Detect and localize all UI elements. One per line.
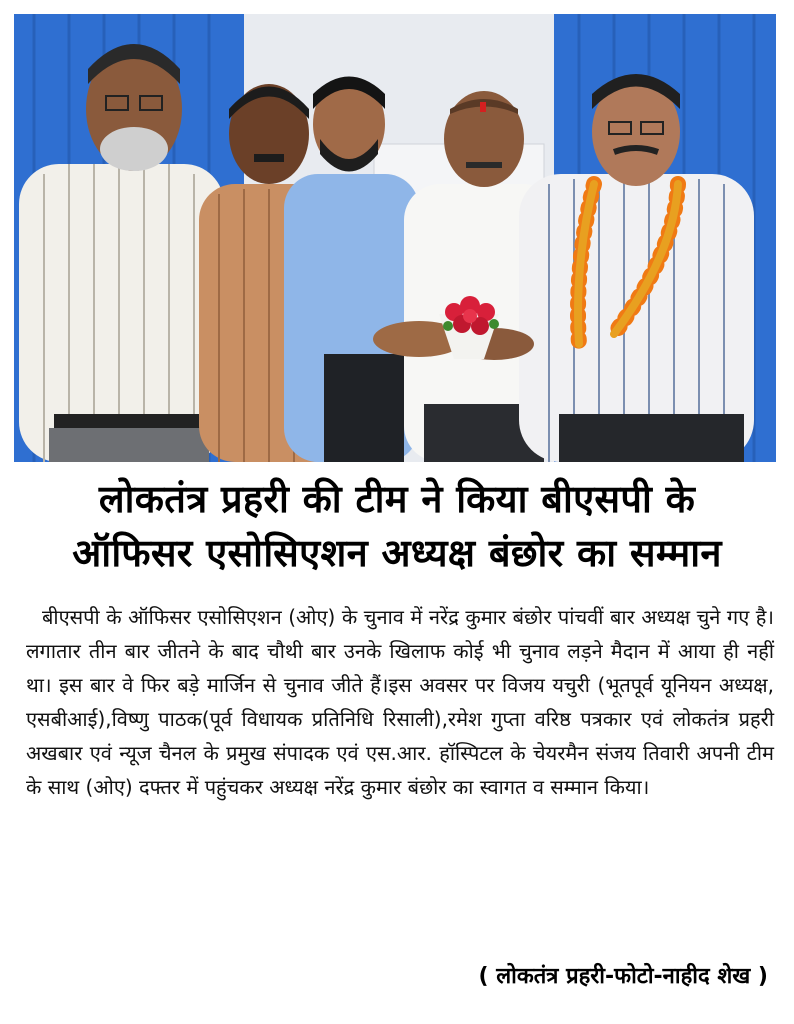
headline (10, 472, 784, 580)
photo-credit: ( लोकतंत्र प्रहरी-फोटो-नाहीद शेख ) (478, 964, 768, 989)
group-photo-illustration (14, 14, 776, 462)
headline-line-2: ऑफिसर एसोसिएशन अध्यक्ष बंछोर का सम्मान (72, 531, 722, 575)
news-photo (14, 14, 776, 462)
article-body (26, 600, 774, 804)
headline-line-1: लोकतंत्र प्रहरी की टीम ने किया बीएसपी के (98, 477, 696, 521)
article-paragraph: बीएसपी के ऑफिसर एसोसिएशन (ओए) के चुनाव में नरेंद्र कुमार बंछोर पांचवीं बार अध्यक्ष चुने गए है। लगातार तीन बार जीतने के बाद चौथी बार उनके खिलाफ कोई भी चुनाव लड़ने मैदान में आया ही नहीं था। इस बार वे फिर बड़े मार्जिन से चुनाव जीते हैं।इस अवसर पर विजय यचुरी (भूतपूर्व यूनियन अध्यक्ष, एसबीआई),विष्णु पाठक(पूर्व विधायक प्रतिनिधि रिसाली),रमेश गुप्ता वरिष्ठ पत्रकार एवं लोकतंत्र प्रहरी अखबार एवं न्यूज चैनल के प्रमुख संपादक एवं एस.आर. हॉस्पिटल के चेयरमैन संजय तिवारी अपनी टीम के साथ (ओए) दफ्तर में पहुंचकर अध्यक्ष नरेंद्र कुमार बंछोर का स्वागत व सम्मान किया। (26, 605, 774, 799)
